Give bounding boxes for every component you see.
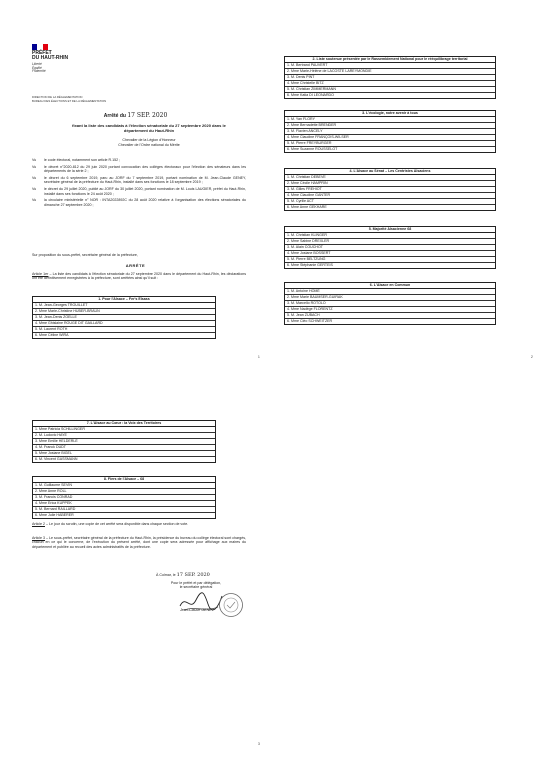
list-candidate: 4. Mme Ghislaine ROUGE DIT GAILLARD: [33, 321, 215, 327]
article-2-text: – Le jour du scrutin, une copie de cet arrêté sera disponible dans chaque section de vote.: [44, 522, 189, 526]
list-candidate: 2. Mme Anne ROLL: [33, 489, 215, 495]
prefecture-logo: [32, 44, 68, 74]
list-title: 7. L'Alsace au Cœur : la Voix des Territoires: [33, 421, 215, 427]
service-line-2: BUREAU DES ÉLECTIONS ET DE LA RÉGLEMENTATION: [32, 98, 107, 103]
candidate-list-7: [32, 420, 216, 463]
list-candidate: 6. Mme Cléo SCHWEITZER: [287, 319, 333, 323]
list-candidate: 6. Mme Stéphanie GERTEIS: [287, 263, 333, 267]
article-2: [32, 522, 246, 526]
list-candidate: 3. M. Jean-Denis ZOELLE: [33, 315, 215, 321]
list-title: 6. L'Alsace en Commun: [285, 283, 495, 289]
candidate-list-8: [32, 476, 216, 519]
list-title: 5. Majorité Alsacienne 68: [285, 227, 495, 233]
order-date-stamp: 17 SEP. 2020: [127, 112, 168, 119]
list-candidate: 2. Mme Marie-Hélène de LACOSTE LAREYMONDIE: [285, 69, 495, 75]
signature-place: À Colmar, le: [156, 573, 176, 577]
proposal-line: Sur proposition du sous-préfet, secrétaire général de la préfecture,: [32, 253, 138, 257]
list-candidate: 1. M. Antoine HOMÉ: [285, 289, 495, 295]
candidate-list-1: [32, 296, 216, 339]
arrete-heading: ARRÊTE: [125, 263, 146, 268]
document-page-3: [0, 384, 271, 768]
honor-line-2: Chevalier de l'Ordre national du Mérite: [118, 142, 180, 147]
prefet-title-line-1: PRÉFET: [32, 50, 52, 56]
secretary-line: le secrétaire général: [179, 585, 213, 590]
list-candidate: 2. Mme Cécile HAMPRIN: [285, 181, 495, 187]
list-title: 4. L'Alsace au Sénat – Les Centristes Alsaciens: [285, 169, 495, 175]
prefect-honors: [64, 138, 234, 147]
list-candidate: 2. Mme Bernadette BRENDER: [285, 123, 495, 129]
list-candidate: 3. M. Denis PINT: [285, 75, 495, 81]
list-candidate: 3. M. Gilles FREHIOT: [285, 187, 495, 193]
list-title: 2. Liste soutenue présentée par le Rassemblement National pour le rééquilibrage territorial: [285, 57, 495, 63]
motto-egalite: Égalité: [32, 65, 42, 70]
prefet-title-line-2: DU HAUT-RHIN: [32, 55, 69, 62]
list-candidate: 3. Mme Emilie HELDERLÉ: [33, 439, 215, 445]
list-candidate: 5. Mme Josiane BIGEL: [33, 451, 215, 457]
list-candidate: 2. Mme Sabine DREXLER: [285, 239, 495, 245]
list-candidate: 5. M. Jean ZUBACH: [285, 313, 495, 319]
list-candidate: 6. Mme Suzanne ROUSSELOT: [287, 147, 338, 151]
signature-date-stamp: 17 SEP. 2020: [176, 572, 210, 578]
page-number: 1: [258, 355, 260, 359]
list-candidate: 4. Mme Claudine GANTER: [285, 193, 495, 199]
list-candidate: 2. Mme Marie BAUMSER-GUIRAK: [285, 295, 495, 301]
list-candidate: 2. Mme Marie-Christine HUBER-BRAUN: [33, 309, 215, 315]
document-page-2: [272, 0, 543, 384]
order-subject: fixant la liste des candidats à l'élection sénatoriale du 27 septembre 2020 dans le département du Haut-Rhin: [72, 123, 226, 133]
honor-line-1: Chevalier de la Légion d'Honneur: [122, 138, 176, 142]
order-date-line: [0, 112, 271, 119]
visa-item: Vu le décret n°2020-812 du 29 juin 2020 portant convocation des collèges électoraux pour l'élection des sénateurs dans les départements de la série 2 ;: [32, 164, 246, 174]
candidate-list-2: [284, 56, 496, 99]
visa-item: Vu la circulaire ministérielle n° NOR : INTA2022892C du 28 août 2020 relative à l'organisation des élections sénatoriales du dimanche 27 septembre 2020 ;: [32, 198, 246, 207]
list-candidate: 6. Mme Julie HABERER: [35, 513, 74, 517]
list-candidate: 6. M. Vincent GASSMANN: [35, 457, 78, 461]
candidate-list-3: [284, 110, 496, 153]
candidate-list-4: [284, 168, 496, 211]
list-candidate: 1. M. Yan FLORY: [285, 117, 495, 123]
candidate-list-5: [284, 226, 496, 269]
motto-liberte: Liberté: [32, 61, 42, 66]
list-candidate: 1. M. Christian DEBEVE: [285, 175, 495, 181]
official-seal-icon: [218, 592, 244, 618]
list-candidate: 6. Mme Katia DI LEONARDO: [287, 93, 334, 97]
arrete-du-label: Arrêté du: [103, 113, 126, 119]
list-candidate: 4. Mme Nadège FLORENTZ: [285, 307, 495, 313]
motto-fraternite: Fraternité: [32, 69, 46, 74]
visa-item: Vu le code électoral, notamment son article R.152 ;: [32, 158, 121, 162]
list-candidate: 5. M. Pierre BELTZUNG: [285, 257, 495, 263]
list-candidate: 2. M. Ludovic HAYE: [33, 433, 215, 439]
list-candidate: 5. M. Christian ZIMMERMANN: [285, 87, 495, 93]
article-1-label: Article 1er: [32, 272, 49, 276]
page-number: 2: [531, 355, 533, 359]
signature-block: [146, 581, 246, 590]
blank-quadrant: [272, 384, 543, 768]
list-candidate: 3. M. Marcello ROTOLO: [285, 301, 495, 307]
list-title: 8. Fiers de l'Alsace – 68: [33, 477, 215, 483]
article-1: [32, 272, 246, 281]
list-candidate: 4. M. Franck DUDT: [33, 445, 215, 451]
signatory-name: Jean-Claude GENEY: [180, 608, 214, 612]
service-line-1: DIRECTION DE LA RÉGLEMENTATION: [32, 95, 83, 99]
document-page-1: [0, 0, 271, 384]
list-candidate: 6. Mme Anne GEKHARE: [287, 205, 327, 209]
delegation-line: Pour le préfet et par délégation,: [170, 581, 222, 585]
visas-section: [32, 158, 246, 210]
visa-item: Vu le décret du 6 septembre 2019, paru au JORF du 7 septembre 2019, portant nomination de M. Jean-Claude GENEY, secrétaire général de la préfecture du Haut-Rhin, installé dans ses fonctions le 18 septembre 2019 ;: [32, 176, 246, 185]
list-candidate: 4. Mme Josiane BOSSERT: [285, 251, 495, 257]
list-title: 1. Pour l'Alsace – Fer's Elsass: [33, 297, 215, 303]
list-candidate: 1. Mme Patricia SCHILLINGER: [33, 427, 215, 433]
signature-date-line: [156, 572, 210, 578]
issuing-services: [32, 96, 106, 103]
article-3: [32, 536, 246, 549]
list-candidate: 3. M. Alain COUCHOT: [285, 245, 495, 251]
list-candidate: 6. Mme Céline WIRA: [35, 333, 69, 337]
list-candidate: 5. M. Laurent ROTH: [33, 327, 215, 333]
list-candidate: 1. M. Guillaume SEVIN: [33, 483, 215, 489]
list-candidate: 5. M. Cyrille ACT: [285, 199, 495, 205]
list-candidate: 1. M. Christian KLINGER: [285, 233, 495, 239]
article-2-label: Article 2: [32, 522, 45, 526]
list-candidate: 3. M. Flavien ANCELY: [285, 129, 495, 135]
list-candidate: 4. Mme Erica KUPPEK: [33, 501, 215, 507]
article-3-label: Article 3: [32, 536, 45, 540]
article-1-text: – La liste des candidats à l'élection sénatoriale du 27 septembre 2020 dans le département du Haut-Rhin, les déclarations ont été définitivement enregistrées à la préfecture, sont arrêtées ainsi qu'il suit :: [32, 272, 246, 281]
list-candidate: 5. M. Pierre FREYBURGER: [285, 141, 495, 147]
list-candidate: 4. Mme Claudine FRANÇOIS-WILSER: [285, 135, 495, 141]
list-candidate: 1. M. Jean-Georges TROUILLET: [33, 303, 215, 309]
list-candidate: 3. M. Francis CONRAD: [33, 495, 215, 501]
article-3-text: – Le sous-préfet, secrétaire général de la préfecture du Haut-Rhin, la présidence du bureau du collège électoral sont chargés, chacun en ce qui le concerne, de l'exécution du présent arrêté, dont une copie sera adressée pour affichage aux maires du département et publiée au recueil des actes administratifs de la préfecture.: [32, 536, 246, 549]
list-candidate: 1. M. Bertrand PAUVERT: [285, 63, 495, 69]
page-number: 3: [258, 742, 260, 746]
visa-item: Vu le décret du 29 juillet 2020, publié au JORF du 30 juillet 2020, portant nomination de M. Louis LAUGIER, préfet du Haut-Rhin, installé dans ses fonctions le 24 août 2020 ;: [32, 187, 246, 196]
list-candidate: 4. Mme Christelle BITZ: [285, 81, 495, 87]
list-title: 3. L'écologie, notre avenir à tous: [285, 111, 495, 117]
candidate-list-6: [284, 282, 496, 325]
list-candidate: 5. M. Bernard RAILLARD: [33, 507, 215, 513]
